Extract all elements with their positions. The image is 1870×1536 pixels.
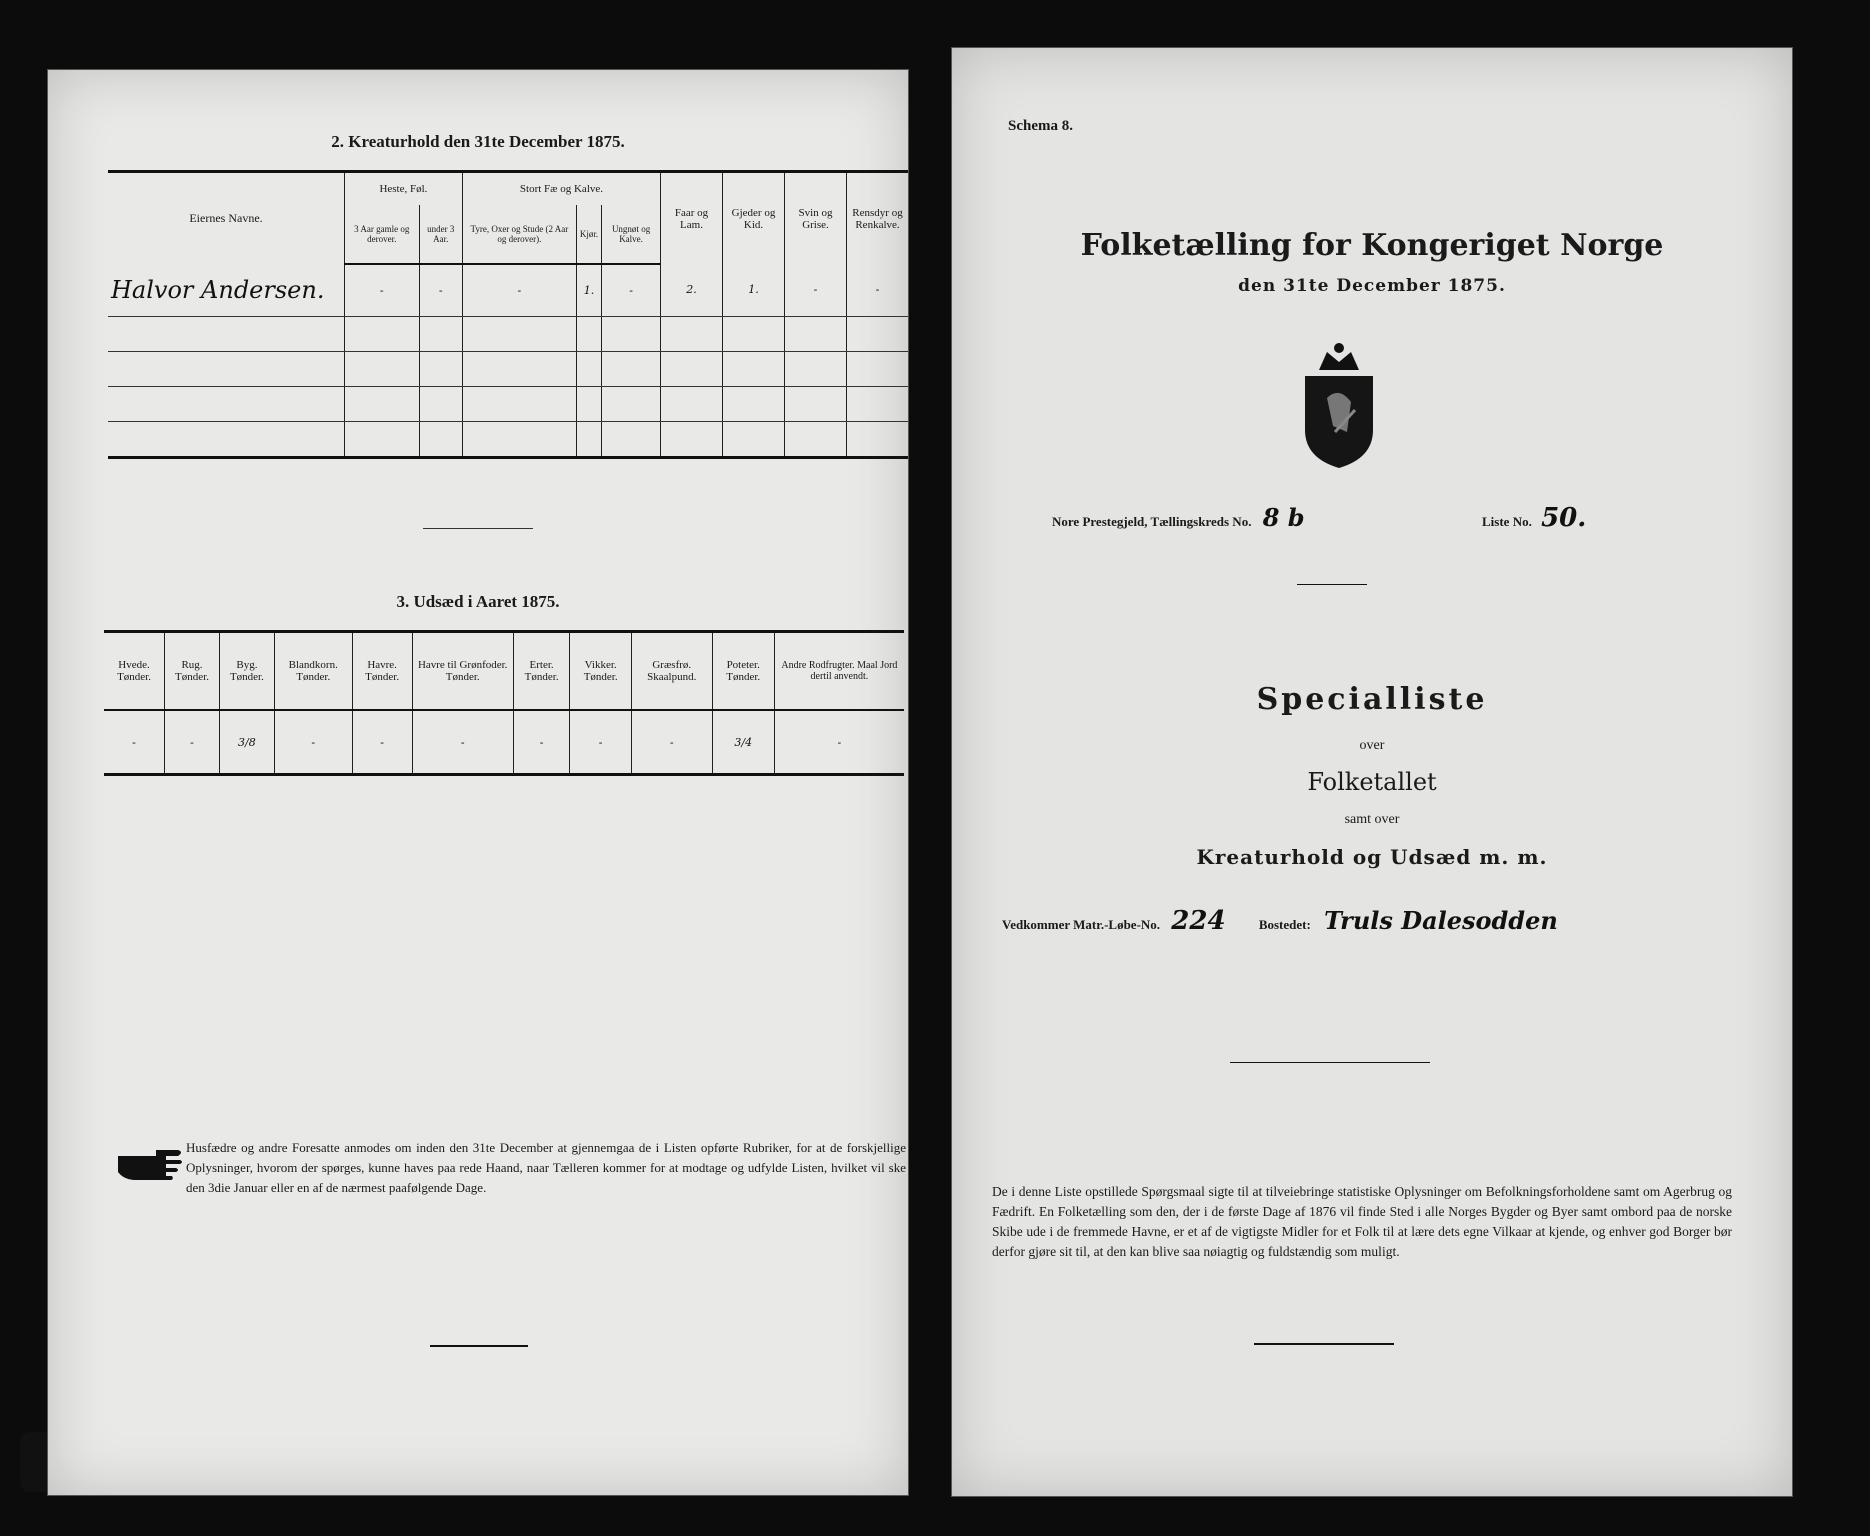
district-label: Nore Prestegjeld, Tællingskreds No. [1052, 514, 1252, 529]
cell: - [570, 710, 631, 775]
cell: - [462, 264, 576, 316]
col-rensdyr: Rensdyr og Renkalve. [847, 172, 909, 265]
matr-number: 224 [1171, 906, 1226, 936]
cell: 2. [661, 264, 723, 316]
table-row [108, 316, 908, 351]
bosted-value: Truls Dalesodden [1324, 906, 1558, 935]
seed-col-rug: Rug. Tønder. [165, 632, 220, 711]
seed-col-havre-gronfoder: Havre til Grønfoder. Tønder. [412, 632, 513, 711]
left-page [48, 70, 908, 1495]
col-heste-a: 3 Aar gamle og derover. [345, 205, 420, 264]
divider [1254, 1343, 1394, 1345]
cell: 3/4 [712, 710, 774, 775]
kreaturhold-subheading: Kreaturhold og Udsæd m. m. [1196, 845, 1548, 869]
col-stort-c: Ungnøt og Kalve. [602, 205, 661, 264]
owner-name: Halvor Andersen. [108, 264, 345, 316]
notice-text: Husfædre og andre Foresatte anmodes om inden den 31te December at gjennemgaa de i Listen opførte Rubriker, for at de forskjellige Oplysninger, hvorom der spørges, kunne haves paa rede Haand, naar Tælleren kommer for at modtage og udfylde Listen, hvilket vil ske den 3die Januar eller en af de nærmest paafølgende Dage. [186, 1140, 906, 1195]
col-owner-name: Eiernes Navne. [108, 172, 345, 265]
cell: - [412, 710, 513, 775]
col-heste-b: under 3 Aar. [419, 205, 462, 264]
cell: - [785, 264, 847, 316]
explanation-paragraph: De i denne Liste opstillede Spørgsmaal sigte til at tilveiebringe statistiske Oplysninger om Befolkningsforholdene samt om Agerbrug og Fædrift. En Folketælling som den, der i de første Dage af 1876 vil finde Sted i alle Norges Bygder og Byer samt ombord paa de norske Skibe ude i de fremmede Havne, er et af de vigtigste Midler for et Folk til at lære dets egne Vilkaar at kjende, og enhver god Borger bør derfor gjøre sit til, at den kan blive saa nøiagtig og fuldstændig som muligt. [992, 1184, 1732, 1259]
cell: - [774, 710, 904, 775]
divider [1297, 584, 1367, 585]
seed-col-graesfro: Græsfrø. Skaalpund. [631, 632, 712, 711]
document-title: Folketælling for Kongeriget Norge [1080, 228, 1664, 263]
livestock-table [108, 170, 908, 459]
col-faar: Faar og Lam. [661, 172, 723, 265]
specialliste-heading: Specialliste [1256, 682, 1488, 717]
schema-label: Schema 8. [1008, 118, 1073, 134]
cell: - [847, 264, 909, 316]
col-stort-group: Stort Fæ og Kalve. [462, 172, 660, 206]
cell: - [352, 710, 412, 775]
coat-of-arms-icon [1297, 340, 1381, 470]
cell: - [104, 710, 165, 775]
bosted-label: Bostedet: [1258, 917, 1311, 932]
table-row [108, 421, 908, 457]
seed-col-vikker: Vikker. Tønder. [570, 632, 631, 711]
col-svin: Svin og Grise. [785, 172, 847, 265]
section2-title: 2. Kreaturhold den 31te December 1875. [331, 132, 625, 151]
seed-col-byg: Byg. Tønder. [219, 632, 274, 711]
district-row [1052, 503, 1305, 532]
cell: - [345, 264, 420, 316]
liste-label: Liste No. [1482, 514, 1532, 529]
cell: - [602, 264, 661, 316]
seed-col-poteter: Poteter. Tønder. [712, 632, 774, 711]
liste-number: 50. [1541, 503, 1587, 533]
divider [430, 1345, 528, 1347]
matr-label: Vedkommer Matr.-Løbe-No. [1002, 917, 1161, 932]
cell: - [165, 710, 220, 775]
col-stort-a: Tyre, Oxer og Stude (2 Aar og derover). [462, 205, 576, 264]
cell: - [419, 264, 462, 316]
cell: - [513, 710, 570, 775]
right-page [952, 48, 1792, 1496]
col-gjeder: Gjeder og Kid. [723, 172, 785, 265]
matr-row [1002, 906, 1558, 936]
col-heste-group: Heste, Føl. [345, 172, 463, 206]
pointing-hand-icon [116, 1142, 186, 1182]
seed-col-hvede: Hvede. Tønder. [104, 632, 165, 711]
cell: - [631, 710, 712, 775]
table-row [108, 386, 908, 421]
samt-over-text: samt over [1344, 812, 1400, 827]
cell: - [274, 710, 352, 775]
cell: 1. [723, 264, 785, 316]
divider [1230, 1062, 1430, 1063]
table-row [108, 351, 908, 386]
liste-row [1482, 503, 1586, 533]
seed-col-havre: Havre. Tønder. [352, 632, 412, 711]
divider [423, 528, 533, 529]
seed-col-rodfrugter: Andre Rodfrugter. Maal Jord dertil anvendt. [774, 632, 904, 711]
col-stort-b: Kjør. [576, 205, 601, 264]
over-text: over [1359, 738, 1385, 753]
section3-title: 3. Udsæd i Aaret 1875. [396, 592, 560, 611]
seed-table [104, 630, 904, 776]
table-row [104, 710, 904, 775]
cell: 1. [576, 264, 601, 316]
folketallet-text: Folketallet [1307, 768, 1437, 796]
table-row [108, 264, 908, 316]
cell: 3/8 [219, 710, 274, 775]
document-date: den 31te December 1875. [1238, 276, 1506, 296]
seed-col-erter: Erter. Tønder. [513, 632, 570, 711]
seed-col-blandkorn: Blandkorn. Tønder. [274, 632, 352, 711]
district-number: 8 b [1262, 503, 1305, 532]
